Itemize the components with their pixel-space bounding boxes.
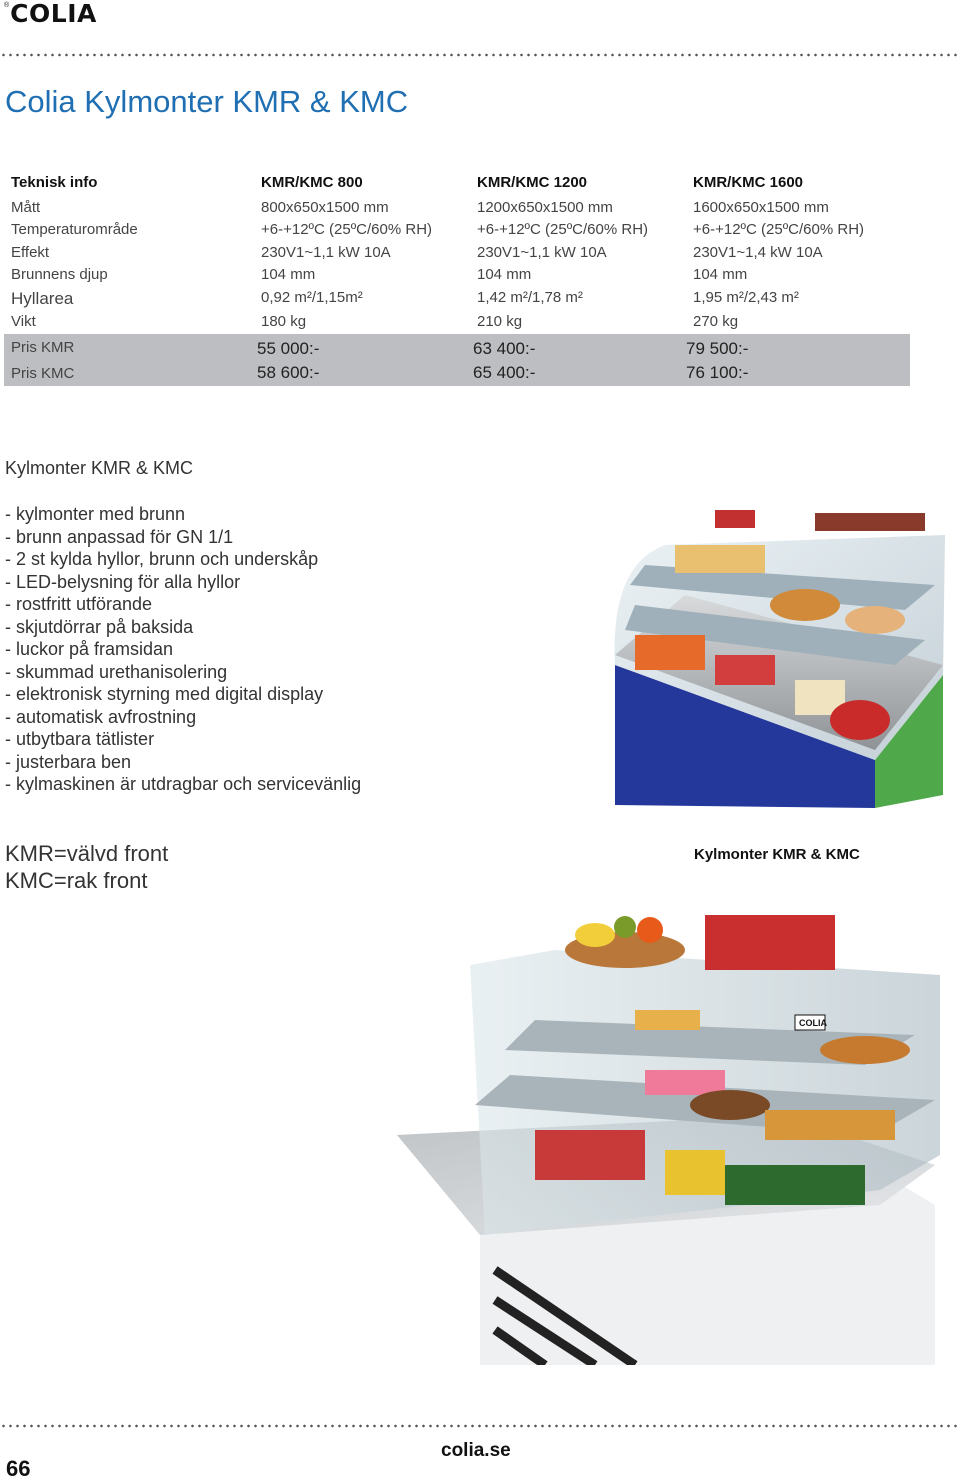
feature-item: - skummad urethanisolering: [5, 661, 228, 682]
price-label: Pris KMC: [11, 364, 75, 382]
spec-row-matt: [4, 197, 910, 220]
spec-label: Vikt: [11, 312, 36, 330]
feature-item: - 2 st kylda hyllor, brunn och underskåp: [5, 549, 319, 569]
registered-mark: ®: [4, 2, 10, 9]
feature-item: - rostfritt utförande: [5, 594, 153, 614]
price-label: Pris KMR: [11, 338, 75, 356]
front-legend: [5, 840, 168, 894]
price-row-kmr: [4, 334, 910, 360]
spec-cell: 230V1~1,1 kW 10A: [477, 243, 607, 261]
feature-item: - automatisk avfrostning: [5, 706, 197, 727]
spec-cell: +6-+12ºC (25ºC/60% RH): [261, 221, 433, 238]
spec-label: Effekt: [11, 243, 50, 261]
intro-heading: Kylmonter KMR & KMC: [5, 458, 194, 478]
spec-header-800: KMR/KMC 800: [261, 174, 363, 191]
spec-cell: 800x650x1500 mm: [261, 198, 389, 216]
feature-item: - utbytbara tätlister: [5, 729, 155, 749]
spec-cell: 180 kg: [261, 312, 307, 330]
photo-caption: Kylmonter KMR & KMC: [694, 846, 860, 863]
spec-header-1600: KMR/KMC 1600: [693, 174, 804, 191]
spec-header-1200: KMR/KMC 1200: [477, 174, 588, 191]
spec-cell: 230V1~1,1 kW 10A: [261, 243, 391, 261]
kmc-display-photo: [395, 905, 945, 1365]
price-value: 79 500:-: [686, 338, 749, 358]
feature-list: [5, 503, 361, 796]
spec-row-temperature: [4, 219, 910, 242]
kmr-display-photo: [605, 505, 950, 808]
spec-label: Mått: [11, 198, 41, 216]
spec-cell: 104 mm: [693, 266, 748, 283]
spec-row-effekt: [4, 242, 910, 265]
feature-item: - kylmonter med brunn: [5, 504, 186, 524]
feature-item: - luckor på framsidan: [5, 639, 174, 659]
spec-label: Temperaturområde: [11, 221, 138, 238]
spec-cell: 1,95 m²/2,43 m²: [693, 288, 799, 306]
spec-table: [4, 172, 910, 386]
colia-logo: [4, 2, 97, 26]
price-value: 76 100:-: [686, 362, 749, 382]
price-row-kmc: [4, 360, 910, 386]
spec-cell: +6-+12ºC (25ºC/60% RH): [693, 221, 865, 238]
spec-row-brunnens-djup: [4, 264, 910, 287]
price-value: 65 400:-: [473, 362, 536, 382]
logo-wordmark: COLIA: [10, 0, 97, 28]
spec-cell: +6-+12ºC (25ºC/60% RH): [477, 221, 649, 238]
feature-item: - brunn anpassad för GN 1/1: [5, 526, 234, 547]
price-band: [4, 334, 910, 386]
spec-row-hyllarea: [4, 287, 910, 311]
page-number: 66: [6, 1456, 31, 1481]
spec-cell: 104 mm: [261, 266, 316, 283]
spec-row-vikt: [4, 311, 910, 334]
display-brand-label: COLIA: [799, 1018, 827, 1028]
spec-cell: 1600x650x1500 mm: [693, 198, 829, 216]
website-link[interactable]: colia.se: [441, 1440, 511, 1461]
feature-item: - elektronisk styrning med digital display: [5, 684, 324, 704]
price-value: 58 600:-: [257, 362, 320, 382]
feature-item: - LED-belysning för alla hyllor: [5, 571, 241, 592]
feature-item: - kylmaskinen är utdragbar och servicevänlig: [5, 774, 362, 794]
price-value: 55 000:-: [257, 338, 320, 358]
spec-cell: 210 kg: [477, 312, 523, 330]
spec-header-row: [4, 172, 910, 195]
feature-item: - skjutdörrar på baksida: [5, 616, 194, 637]
dotted-divider-top: [0, 53, 960, 57]
spec-cell: 104 mm: [477, 266, 532, 283]
spec-cell: 230V1~1,4 kW 10A: [693, 243, 823, 261]
dotted-divider-bottom: [0, 1424, 960, 1428]
spec-header-label: Teknisk info: [11, 174, 98, 191]
spec-cell: 1200x650x1500 mm: [477, 198, 613, 216]
spec-cell: 270 kg: [693, 312, 739, 330]
feature-item: - justerbara ben: [5, 751, 132, 772]
spec-cell: 1,42 m²/1,78 m²: [477, 288, 583, 306]
spec-label: Hyllarea: [11, 288, 74, 308]
price-value: 63 400:-: [473, 338, 536, 358]
spec-cell: 0,92 m²/1,15m²: [261, 288, 363, 306]
legend-kmr: KMR=välvd front: [5, 841, 169, 866]
page-title: Colia Kylmonter KMR & KMC: [5, 84, 409, 119]
spec-label: Brunnens djup: [11, 266, 108, 283]
legend-kmc: KMC=rak front: [5, 868, 148, 893]
